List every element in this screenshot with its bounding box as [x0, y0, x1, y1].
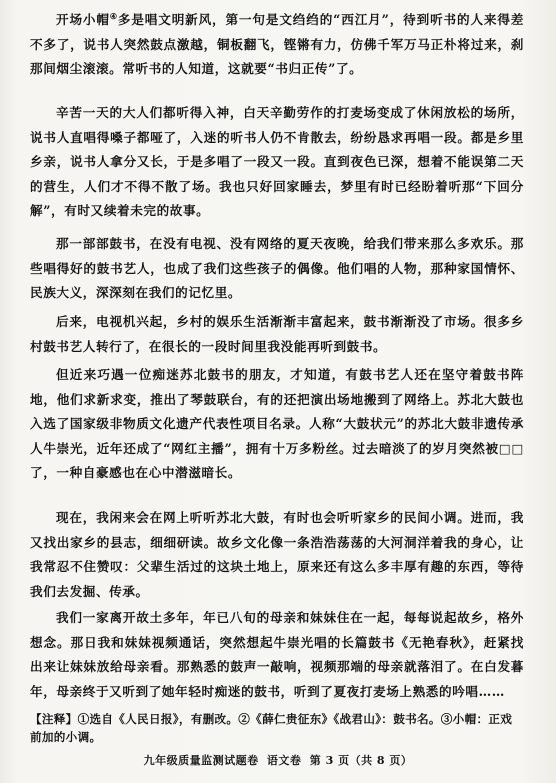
footer-subject: 语文卷: [266, 754, 302, 767]
annotation-notes: 【注释】①选自《人民日报》，有删改。②《薛仁贵征东》《战君山》：鼓书名。③小帽：正戏前加的小调。: [30, 712, 513, 744]
paragraph-4: 后来，电视机兴起，乡村的娱乐生活渐渐丰富起来，鼓书渐渐没了市场。很多乡村鼓书艺人转行了，在很长的一段时间里我没能再听到鼓书。: [30, 314, 524, 354]
paragraph-1: [30, 8, 524, 82]
paragraph-1-text: 多是唱文明新风，第一句是文绉绉的“西江月”，待到听书的人来得差不多了，说书人突然鼓点激越，铜板翻飞，铿锵有力，仿佛千军万马正朴将过来，刹那间烟尘滚滚。常听书的人知道，这就要“书归正传”了。: [30, 12, 525, 77]
footer-exam-title: 九年级质量监测试题卷: [143, 754, 259, 767]
paragraph-6: 现在，我闲来会在网上听听苏北大鼓，有时也会听听家乡的民间小调。进而，我又找出家乡的县志，细细研读。故乡文化像一条浩浩荡荡的大河洞洋着我的身心，让我常忍不住赞叹：父辈生活过的这块土地上，原来还有这么多丰厚有趣的东西，等待我们去发掘、传承。: [30, 510, 524, 599]
page-footer: [0, 752, 556, 768]
footer-page-number: 第 3 页（共 8 页）: [309, 754, 413, 767]
paragraph-5: 但近来巧遇一位痴迷苏北鼓书的朋友，才知道，有鼓书艺人还在坚守着鼓书阵地，他们求新求变，推出了琴鼓联台，有的还把演出场地搬到了网络上。苏北大鼓也入选了国家级非物质文化遗产代表性项目名录。人称“大鼓状元”的苏北大鼓非遗传承人牛崇光，近年还成了“网红主播”，拥有十万多粉丝。过去暗淡了的岁月突然被□□了，一种自豪感也在心中潜滋暗长。: [30, 367, 524, 481]
footnote-marker: ④: [109, 10, 118, 21]
paragraph-3: 那一部部鼓书，在没有电视、没有网络的夏天夜晚，给我们带来那么多欢乐。那些唱得好的鼓书艺人，也成了我们这些孩子的偶像。他们唱的人物，那种家国情怀、民族大义，深深刻在我们的记忆里。: [30, 236, 524, 301]
paragraph-2: 辛苦一天的大人们都听得入神，白天辛勤劳作的打麦场变成了休闲放松的场所，说书人直唱得嗓子都哑了，入迷的听书人仍不肯散去，纷纷恳求再唱一段。都是乡里乡亲，说书人拿分又长，于是多唱了一段又一段。直到夜色已深，想着不能误第二天的营生，人们才不得不散了场。我也只好回家睡去，梦里有时已经盼着听那“下回分解”，有时又续着未完的故事。: [30, 105, 524, 219]
paragraph-7: 我们一家离开故土多年，年已八旬的母亲和妹妹住在一起，每每说起故乡，格外想念。那日我和妹妹视频通话，突然想起牛崇光唱的长篇鼓书《无艳春秋》，赶紧找出来让妹妹放给母亲看。那熟悉的鼓声一敲响，视频那端的母亲就落泪了。在白发暮年，母亲终于又听到了她年轻时痴迷的鼓书，听到了夏夜打麦场上熟悉的吟唱……: [30, 610, 524, 699]
paragraph-1-start: 开场小帽: [56, 12, 110, 27]
